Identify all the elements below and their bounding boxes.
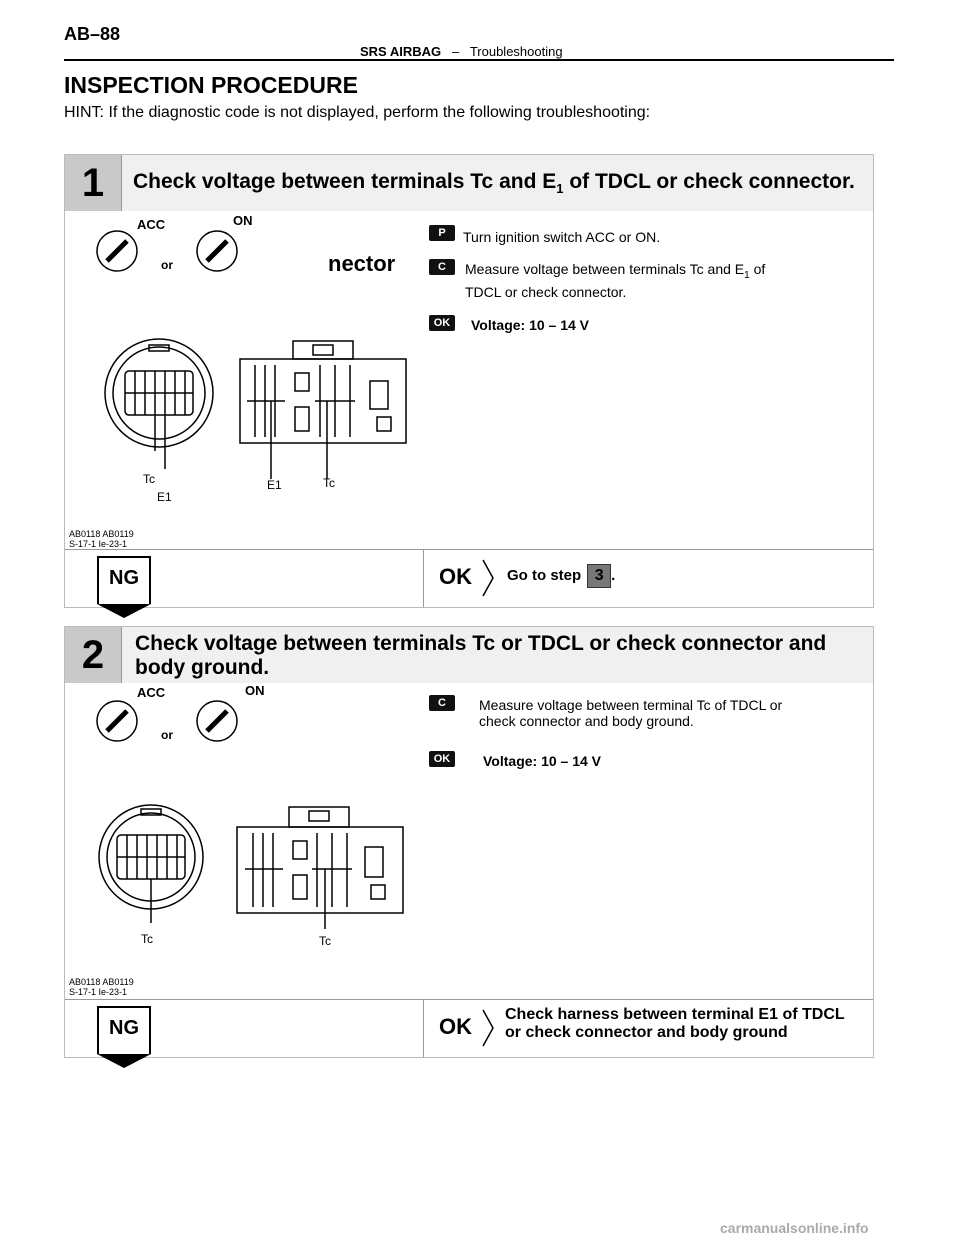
step-2-title-line-1: Check voltage between terminals Tc or TDCL or check connector and	[135, 632, 827, 655]
step-2-c-tag: C	[429, 695, 455, 711]
step-1-e1-label-2: E1	[267, 478, 282, 492]
step-2-instructions	[425, 683, 873, 999]
step-2-tc-label-2: Tc	[319, 934, 331, 948]
step-2-c-text	[479, 697, 782, 729]
step-2-connector-illustration	[65, 683, 425, 999]
step-1-fig-code-1: AB0118 AB0119	[69, 529, 134, 539]
step-1-instructions	[425, 211, 873, 549]
step-1-title-b: of TDCL or check connector.	[563, 170, 855, 193]
step-2-c-text-b: check connector and body ground.	[479, 713, 694, 729]
step-1-c-tag: C	[429, 259, 455, 275]
step-1-ok-tag: OK	[429, 315, 455, 331]
step-1-box	[64, 154, 874, 608]
step-1-e1-label-1: E1	[157, 490, 172, 504]
step-1-c-text-a: Measure voltage between terminals Tc and E	[465, 261, 745, 277]
step-2-number: 2	[65, 627, 122, 683]
step-1-title	[133, 170, 855, 201]
step-2-header	[65, 627, 873, 684]
step-2-or-label: or	[161, 728, 173, 742]
step-1-acc-label: ACC	[137, 217, 166, 232]
step-1-goto-text: Go to step	[507, 566, 582, 584]
section-title	[360, 44, 563, 59]
step-1-title-sub: 1	[556, 181, 564, 197]
watermark: carmanualsonline.info	[720, 1220, 869, 1236]
step-1-number: 1	[65, 155, 122, 211]
step-2-fig-code-2: S-17-1 Ie-23-1	[69, 987, 128, 997]
step-1-goto	[507, 564, 615, 588]
section-name: SRS AIRBAG	[360, 44, 442, 59]
step-1-tc-label-1: Tc	[143, 472, 155, 486]
step-2-ok-text: Voltage: 10 – 14 V	[483, 753, 602, 769]
step-2-ng-arrow: NG	[97, 1006, 151, 1054]
step-1-on-label: ON	[233, 213, 253, 228]
step-1-p-tag: P	[429, 225, 455, 241]
step-2-result-line-1: Check harness between terminal E1 of TDCL	[505, 1006, 845, 1023]
step-1-c-text-b: of	[749, 261, 766, 277]
page-number: AB–88	[64, 24, 121, 44]
step-1-overlay-text: nector	[328, 251, 396, 276]
step-1-header	[65, 155, 873, 212]
step-2-result-text	[505, 1006, 845, 1042]
step-1-c-text-sub: 1	[744, 269, 750, 281]
step-2-fig-code-1: AB0118 AB0119	[69, 977, 134, 987]
step-1-goto-dot: .	[611, 566, 616, 584]
step-1-title-a: Check voltage between terminals Tc and E	[133, 170, 557, 193]
step-2-ok-chevron	[481, 1008, 495, 1048]
hint-text: HINT: If the diagnostic code is not displayed, perform the following troubleshooting:	[64, 104, 651, 121]
step-1-c-text	[465, 261, 765, 300]
step-1-c-text-c: TDCL or check connector.	[465, 283, 627, 300]
step-1-ok-chevron	[481, 558, 495, 598]
step-2-diagram	[65, 683, 426, 999]
step-1-result-divider	[423, 550, 424, 607]
step-1-diagram	[65, 211, 426, 549]
step-2-box	[64, 626, 874, 1058]
subsection-name: Troubleshooting	[469, 44, 563, 59]
step-2-result-line-2: or check connector and body ground	[505, 1024, 788, 1041]
section-separator: –	[451, 44, 460, 59]
step-1-fig-code-2: S-17-1 Ie-23-1	[69, 539, 128, 549]
step-1-result-row	[65, 549, 873, 607]
step-2-c-text-a: Measure voltage between terminal Tc of TDCL or	[479, 697, 783, 713]
step-1-ok-text: Voltage: 10 – 14 V	[471, 317, 590, 333]
page-heading: INSPECTION PROCEDURE	[64, 72, 358, 98]
step-1-ok-label: OK	[439, 564, 472, 589]
step-1-or-label: or	[161, 258, 173, 272]
step-2-result-divider	[423, 1000, 424, 1057]
step-1-tc-label-2: Tc	[323, 476, 335, 490]
step-1-goto-step: 3	[587, 564, 611, 588]
step-2-ok-label: OK	[439, 1014, 472, 1039]
step-2-acc-label: ACC	[137, 685, 166, 700]
step-2-result-row	[65, 999, 873, 1057]
step-2-tc-label-1: Tc	[141, 932, 153, 946]
step-1-p-text: Turn ignition switch ACC or ON.	[463, 229, 661, 245]
header-rule	[64, 59, 894, 61]
step-2-title-line-2: body ground.	[135, 656, 270, 679]
step-2-title	[135, 632, 826, 680]
step-2-on-label: ON	[245, 683, 265, 698]
step-1-ng-arrow: NG	[97, 556, 151, 604]
step-2-ok-tag: OK	[429, 751, 455, 767]
